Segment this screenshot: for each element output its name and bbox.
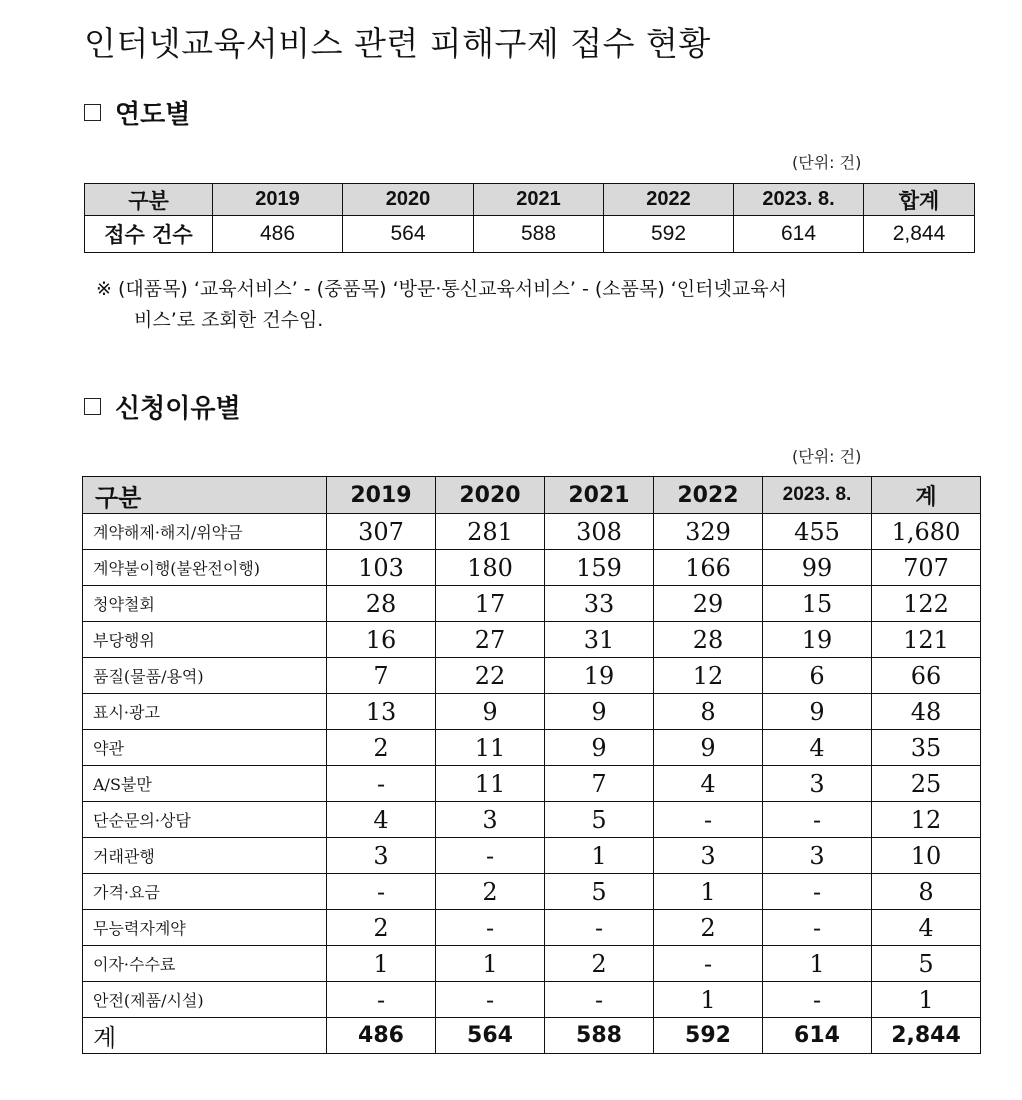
- table-row: [83, 946, 981, 982]
- section-heading-reason-label: 신청이유별: [115, 394, 241, 424]
- reason-cell: 4: [654, 766, 763, 802]
- footnote: [96, 274, 787, 336]
- table-row: [83, 694, 981, 730]
- reason-row-label: 거래관행: [83, 838, 327, 874]
- reason-cell: 19: [545, 658, 654, 694]
- yearly-cell: 614: [734, 216, 864, 253]
- yearly-header-cell: 2020: [343, 184, 474, 216]
- reason-cell: 5: [872, 946, 981, 982]
- reason-cell: 122: [872, 586, 981, 622]
- yearly-cell: 486: [213, 216, 343, 253]
- reason-header-cell: 2019: [327, 477, 436, 514]
- reason-row-label: 청약철회: [83, 586, 327, 622]
- reason-cell: -: [436, 982, 545, 1018]
- reason-cell: 1: [436, 946, 545, 982]
- reason-cell: 1: [872, 982, 981, 1018]
- reason-cell: 7: [327, 658, 436, 694]
- reason-cell: 22: [436, 658, 545, 694]
- reason-cell: 281: [436, 514, 545, 550]
- reason-cell: 166: [654, 550, 763, 586]
- reason-row-label: 가격·요금: [83, 874, 327, 910]
- yearly-header-cell: 2023. 8.: [734, 184, 864, 216]
- section-heading-yearly-label: 연도별: [115, 100, 191, 130]
- yearly-cell: 588: [474, 216, 604, 253]
- reason-cell: 11: [436, 730, 545, 766]
- yearly-cell: 2,844: [864, 216, 975, 253]
- reason-row-label: 부당행위: [83, 622, 327, 658]
- reason-row-label: 약관: [83, 730, 327, 766]
- reason-cell: -: [436, 838, 545, 874]
- reason-row-label: 무능력자계약: [83, 910, 327, 946]
- reason-cell: 19: [763, 622, 872, 658]
- reason-cell: 2: [436, 874, 545, 910]
- reason-total-row: [83, 1018, 981, 1054]
- table-row: [83, 766, 981, 802]
- reason-cell: 29: [654, 586, 763, 622]
- reason-cell: 2: [654, 910, 763, 946]
- reason-cell: 16: [327, 622, 436, 658]
- reason-cell: -: [763, 802, 872, 838]
- reason-cell: 180: [436, 550, 545, 586]
- reason-cell: 103: [327, 550, 436, 586]
- reason-cell: 3: [763, 766, 872, 802]
- reason-cell: -: [763, 910, 872, 946]
- footnote-line: 비스’로 조회한 건수임.: [134, 309, 324, 331]
- reason-cell: 4: [763, 730, 872, 766]
- reason-header-cell: 2023. 8.: [763, 477, 872, 514]
- reason-header-cell: 2020: [436, 477, 545, 514]
- table-row: [83, 802, 981, 838]
- reason-cell: 2: [327, 730, 436, 766]
- reason-cell: 35: [872, 730, 981, 766]
- reason-row-label: 품질(물품/용역): [83, 658, 327, 694]
- reason-cell: -: [545, 982, 654, 1018]
- reason-cell: 12: [872, 802, 981, 838]
- reason-row-label: 이자·수수료: [83, 946, 327, 982]
- reason-unit-label: (단위: 건): [792, 447, 862, 466]
- reason-cell: 9: [763, 694, 872, 730]
- reason-cell: 28: [654, 622, 763, 658]
- reason-cell: 10: [872, 838, 981, 874]
- reason-total-label: 계: [83, 1018, 327, 1054]
- yearly-header-cell: 2021: [474, 184, 604, 216]
- reason-cell: 27: [436, 622, 545, 658]
- table-row: [83, 838, 981, 874]
- reason-table: [82, 476, 981, 1054]
- reason-cell: -: [327, 766, 436, 802]
- reason-cell: 1,680: [872, 514, 981, 550]
- reason-cell: 12: [654, 658, 763, 694]
- yearly-data-row: [85, 216, 975, 253]
- yearly-header-cell: 구분: [85, 184, 213, 216]
- reason-total-cell: 614: [763, 1018, 872, 1054]
- reason-cell: 1: [327, 946, 436, 982]
- reason-cell: 8: [654, 694, 763, 730]
- reason-cell: 2: [545, 946, 654, 982]
- yearly-row-label: 접수 건수: [85, 216, 213, 253]
- section-heading-yearly: [84, 94, 190, 131]
- reason-row-label: A/S불만: [83, 766, 327, 802]
- yearly-header-cell: 2022: [604, 184, 734, 216]
- yearly-cell: 564: [343, 216, 474, 253]
- footnote-line: ※ (대품목) ‘교육서비스’ - (중품목) ‘방문·통신교육서비스’ - (소품목) ‘인터넷교육서: [96, 278, 787, 300]
- yearly-table: [84, 183, 975, 253]
- section-heading-reason: [84, 388, 241, 425]
- reason-cell: -: [327, 982, 436, 1018]
- reason-cell: 3: [436, 802, 545, 838]
- table-row: [83, 622, 981, 658]
- reason-cell: 28: [327, 586, 436, 622]
- reason-cell: 33: [545, 586, 654, 622]
- reason-cell: 1: [763, 946, 872, 982]
- reason-cell: -: [654, 802, 763, 838]
- reason-cell: 8: [872, 874, 981, 910]
- reason-cell: -: [763, 982, 872, 1018]
- table-row: [83, 982, 981, 1018]
- reason-cell: 707: [872, 550, 981, 586]
- reason-header-row: [83, 477, 981, 514]
- reason-total-cell: 486: [327, 1018, 436, 1054]
- reason-cell: 5: [545, 802, 654, 838]
- reason-cell: 5: [545, 874, 654, 910]
- reason-row-label: 안전(제품/시설): [83, 982, 327, 1018]
- reason-row-label: 표시·광고: [83, 694, 327, 730]
- reason-cell: 31: [545, 622, 654, 658]
- reason-cell: 329: [654, 514, 763, 550]
- reason-total-cell: 564: [436, 1018, 545, 1054]
- reason-cell: 308: [545, 514, 654, 550]
- reason-cell: 25: [872, 766, 981, 802]
- table-row: [83, 586, 981, 622]
- reason-cell: 307: [327, 514, 436, 550]
- reason-cell: 7: [545, 766, 654, 802]
- table-row: [83, 550, 981, 586]
- reason-cell: 3: [327, 838, 436, 874]
- reason-cell: 13: [327, 694, 436, 730]
- reason-cell: -: [327, 874, 436, 910]
- table-row: [83, 658, 981, 694]
- reason-cell: 3: [763, 838, 872, 874]
- reason-cell: 1: [545, 838, 654, 874]
- reason-cell: 2: [327, 910, 436, 946]
- reason-row-label: 계약해제·해지/위약금: [83, 514, 327, 550]
- yearly-cell: 592: [604, 216, 734, 253]
- yearly-header-cell: 2019: [213, 184, 343, 216]
- reason-total-cell: 592: [654, 1018, 763, 1054]
- reason-cell: -: [654, 946, 763, 982]
- reason-cell: 455: [763, 514, 872, 550]
- table-row: [83, 514, 981, 550]
- reason-header-cell: 계: [872, 477, 981, 514]
- reason-cell: 15: [763, 586, 872, 622]
- reason-cell: 4: [327, 802, 436, 838]
- reason-cell: 159: [545, 550, 654, 586]
- reason-row-label: 계약불이행(불완전이행): [83, 550, 327, 586]
- table-row: [83, 910, 981, 946]
- reason-header-cell: 구분: [83, 477, 327, 514]
- reason-cell: 9: [654, 730, 763, 766]
- reason-cell: 1: [654, 982, 763, 1018]
- reason-cell: -: [545, 910, 654, 946]
- reason-cell: 1: [654, 874, 763, 910]
- reason-cell: 121: [872, 622, 981, 658]
- table-row: [83, 730, 981, 766]
- checkbox-icon: [84, 104, 101, 121]
- reason-header-cell: 2022: [654, 477, 763, 514]
- reason-cell: 9: [436, 694, 545, 730]
- reason-cell: 17: [436, 586, 545, 622]
- reason-cell: 3: [654, 838, 763, 874]
- reason-cell: 9: [545, 730, 654, 766]
- reason-cell: 6: [763, 658, 872, 694]
- reason-row-label: 단순문의·상담: [83, 802, 327, 838]
- reason-total-cell: 2,844: [872, 1018, 981, 1054]
- checkbox-icon: [84, 398, 101, 415]
- reason-cell: -: [436, 910, 545, 946]
- yearly-unit-label: (단위: 건): [792, 153, 862, 172]
- reason-cell: 48: [872, 694, 981, 730]
- reason-cell: 11: [436, 766, 545, 802]
- reason-cell: -: [763, 874, 872, 910]
- page-title: 인터넷교육서비스 관련 피해구제 접수 현황: [84, 24, 711, 63]
- yearly-header-row: [85, 184, 975, 216]
- yearly-header-cell: 합계: [864, 184, 975, 216]
- reason-header-cell: 2021: [545, 477, 654, 514]
- reason-total-cell: 588: [545, 1018, 654, 1054]
- reason-cell: 99: [763, 550, 872, 586]
- reason-cell: 9: [545, 694, 654, 730]
- reason-cell: 66: [872, 658, 981, 694]
- reason-cell: 4: [872, 910, 981, 946]
- table-row: [83, 874, 981, 910]
